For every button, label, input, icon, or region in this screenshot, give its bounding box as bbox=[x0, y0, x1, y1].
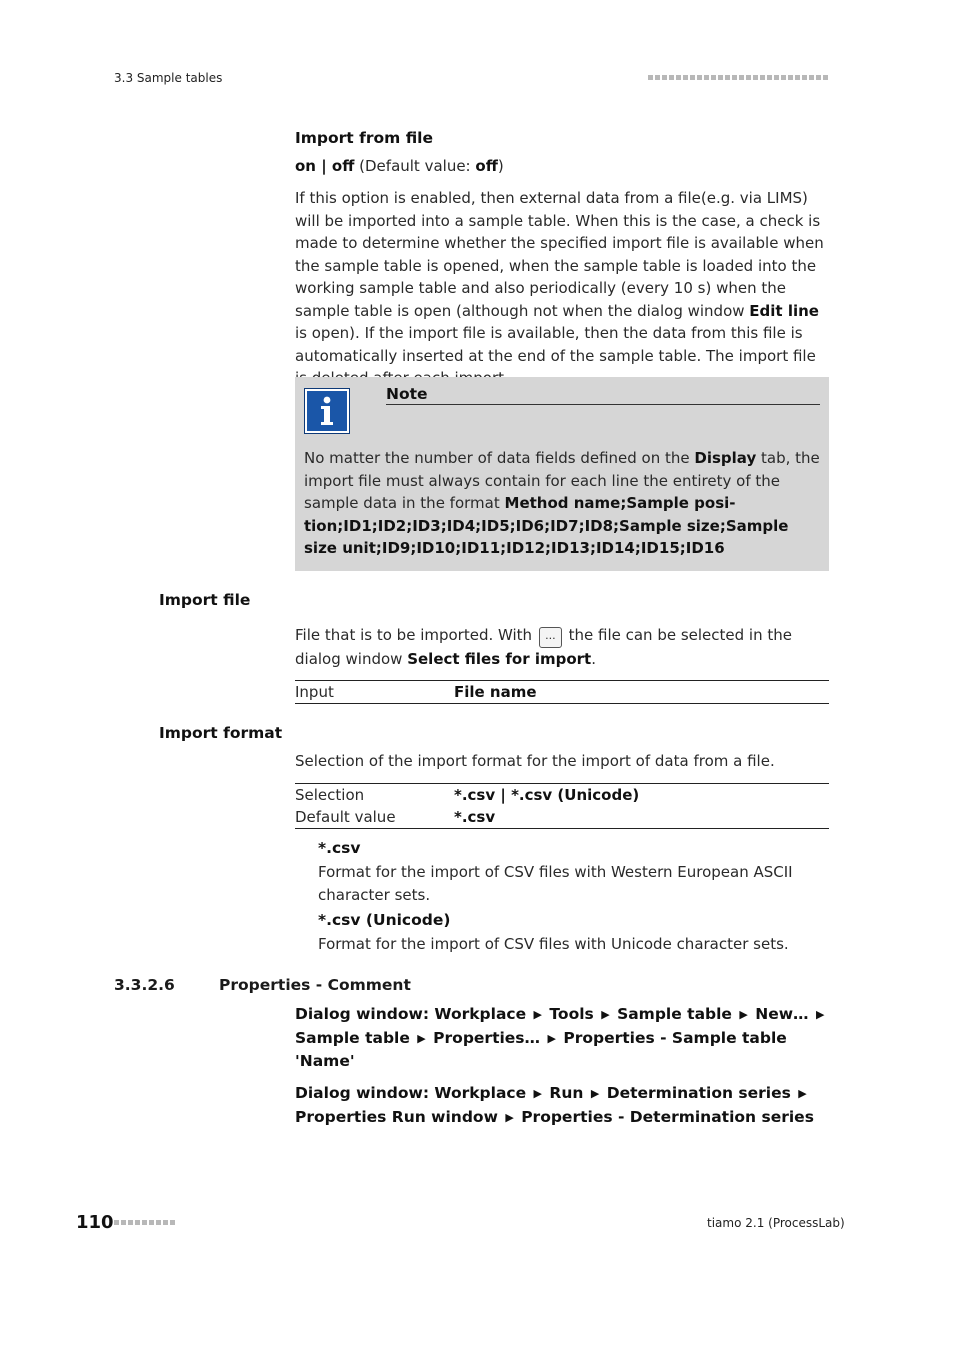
import-format-description: Selection of the import format for the import of data from a file. bbox=[295, 752, 775, 770]
import-from-file-title: Import from file bbox=[295, 129, 434, 147]
product-name: tiamo 2.1 (ProcessLab) bbox=[707, 1216, 845, 1230]
footer-decoration bbox=[114, 1220, 175, 1225]
note-box bbox=[295, 377, 829, 571]
section-number: 3.3.2.6 bbox=[114, 976, 175, 994]
import-file-table bbox=[295, 680, 829, 704]
dialog-path-2: Dialog window: Workplace ▶ Run ▶ Determination series ▶ Properties Run window ▶ Properties - Determination series bbox=[295, 1084, 814, 1126]
table-row: Selection *.csv | *.csv (Unicode) bbox=[295, 786, 640, 804]
option-description: Format for the import of CSV files with Western European ASCII character sets. bbox=[318, 863, 793, 904]
import-format-table bbox=[295, 783, 829, 829]
import-from-file-options: on | off (Default value: off) bbox=[295, 157, 504, 175]
table-row: Default value *.csv bbox=[295, 808, 496, 826]
import-from-file-description: If this option is enabled, then external data from a file(e.g. via LIMS) will be imported into a sample table. When this is the case, a check is made to determine whether the specified import file is available when the sample table is opened, when the sample table is loaded into the working sample table and also periodically (every 10 s) when the sample table is open (although not when the dialog window Edit line is open). If the import file is available, then the data from this file is automatically inserted at the end of the sample table. The import file bbox=[295, 189, 824, 365]
note-title: Note bbox=[386, 385, 820, 405]
table-row: Input File name bbox=[295, 683, 537, 701]
import-format-title: Import format bbox=[159, 724, 283, 742]
option-name: *.csv bbox=[318, 839, 361, 857]
option-description: Format for the import of CSV files with Unicode character sets. bbox=[318, 935, 789, 953]
running-header: 3.3 Sample tables bbox=[114, 71, 223, 85]
header-decoration bbox=[648, 75, 828, 80]
option-name: *.csv (Unicode) bbox=[318, 911, 451, 929]
page-number: 110 bbox=[76, 1212, 114, 1233]
note-text: No matter the number of data fields defined on the Display tab, the import file must always contain for each line the entirety of the sample data in the format Method name;Sample position;ID1;ID2;ID3;ID4;ID5;ID6;ID7;ID8;Sample size;Sample size unit;ID9;ID10;ID11;ID12;ID13;ID14;ID15;ID16 bbox=[304, 449, 820, 557]
import-file-title: Import file bbox=[159, 591, 251, 609]
section-title: Properties - Comment bbox=[219, 976, 411, 994]
browse-button[interactable]: ... bbox=[539, 627, 562, 648]
info-icon bbox=[304, 388, 350, 434]
dialog-path-1: Dialog window: Workplace ▶ Tools ▶ Sample table ▶ New… ▶ Sample table ▶ Properties… ▶ Properties - Sample table 'Name' bbox=[295, 1005, 825, 1070]
import-file-description: File that is to be imported. With ... the file can be selected in the dialog window Select files for import. bbox=[295, 626, 792, 668]
